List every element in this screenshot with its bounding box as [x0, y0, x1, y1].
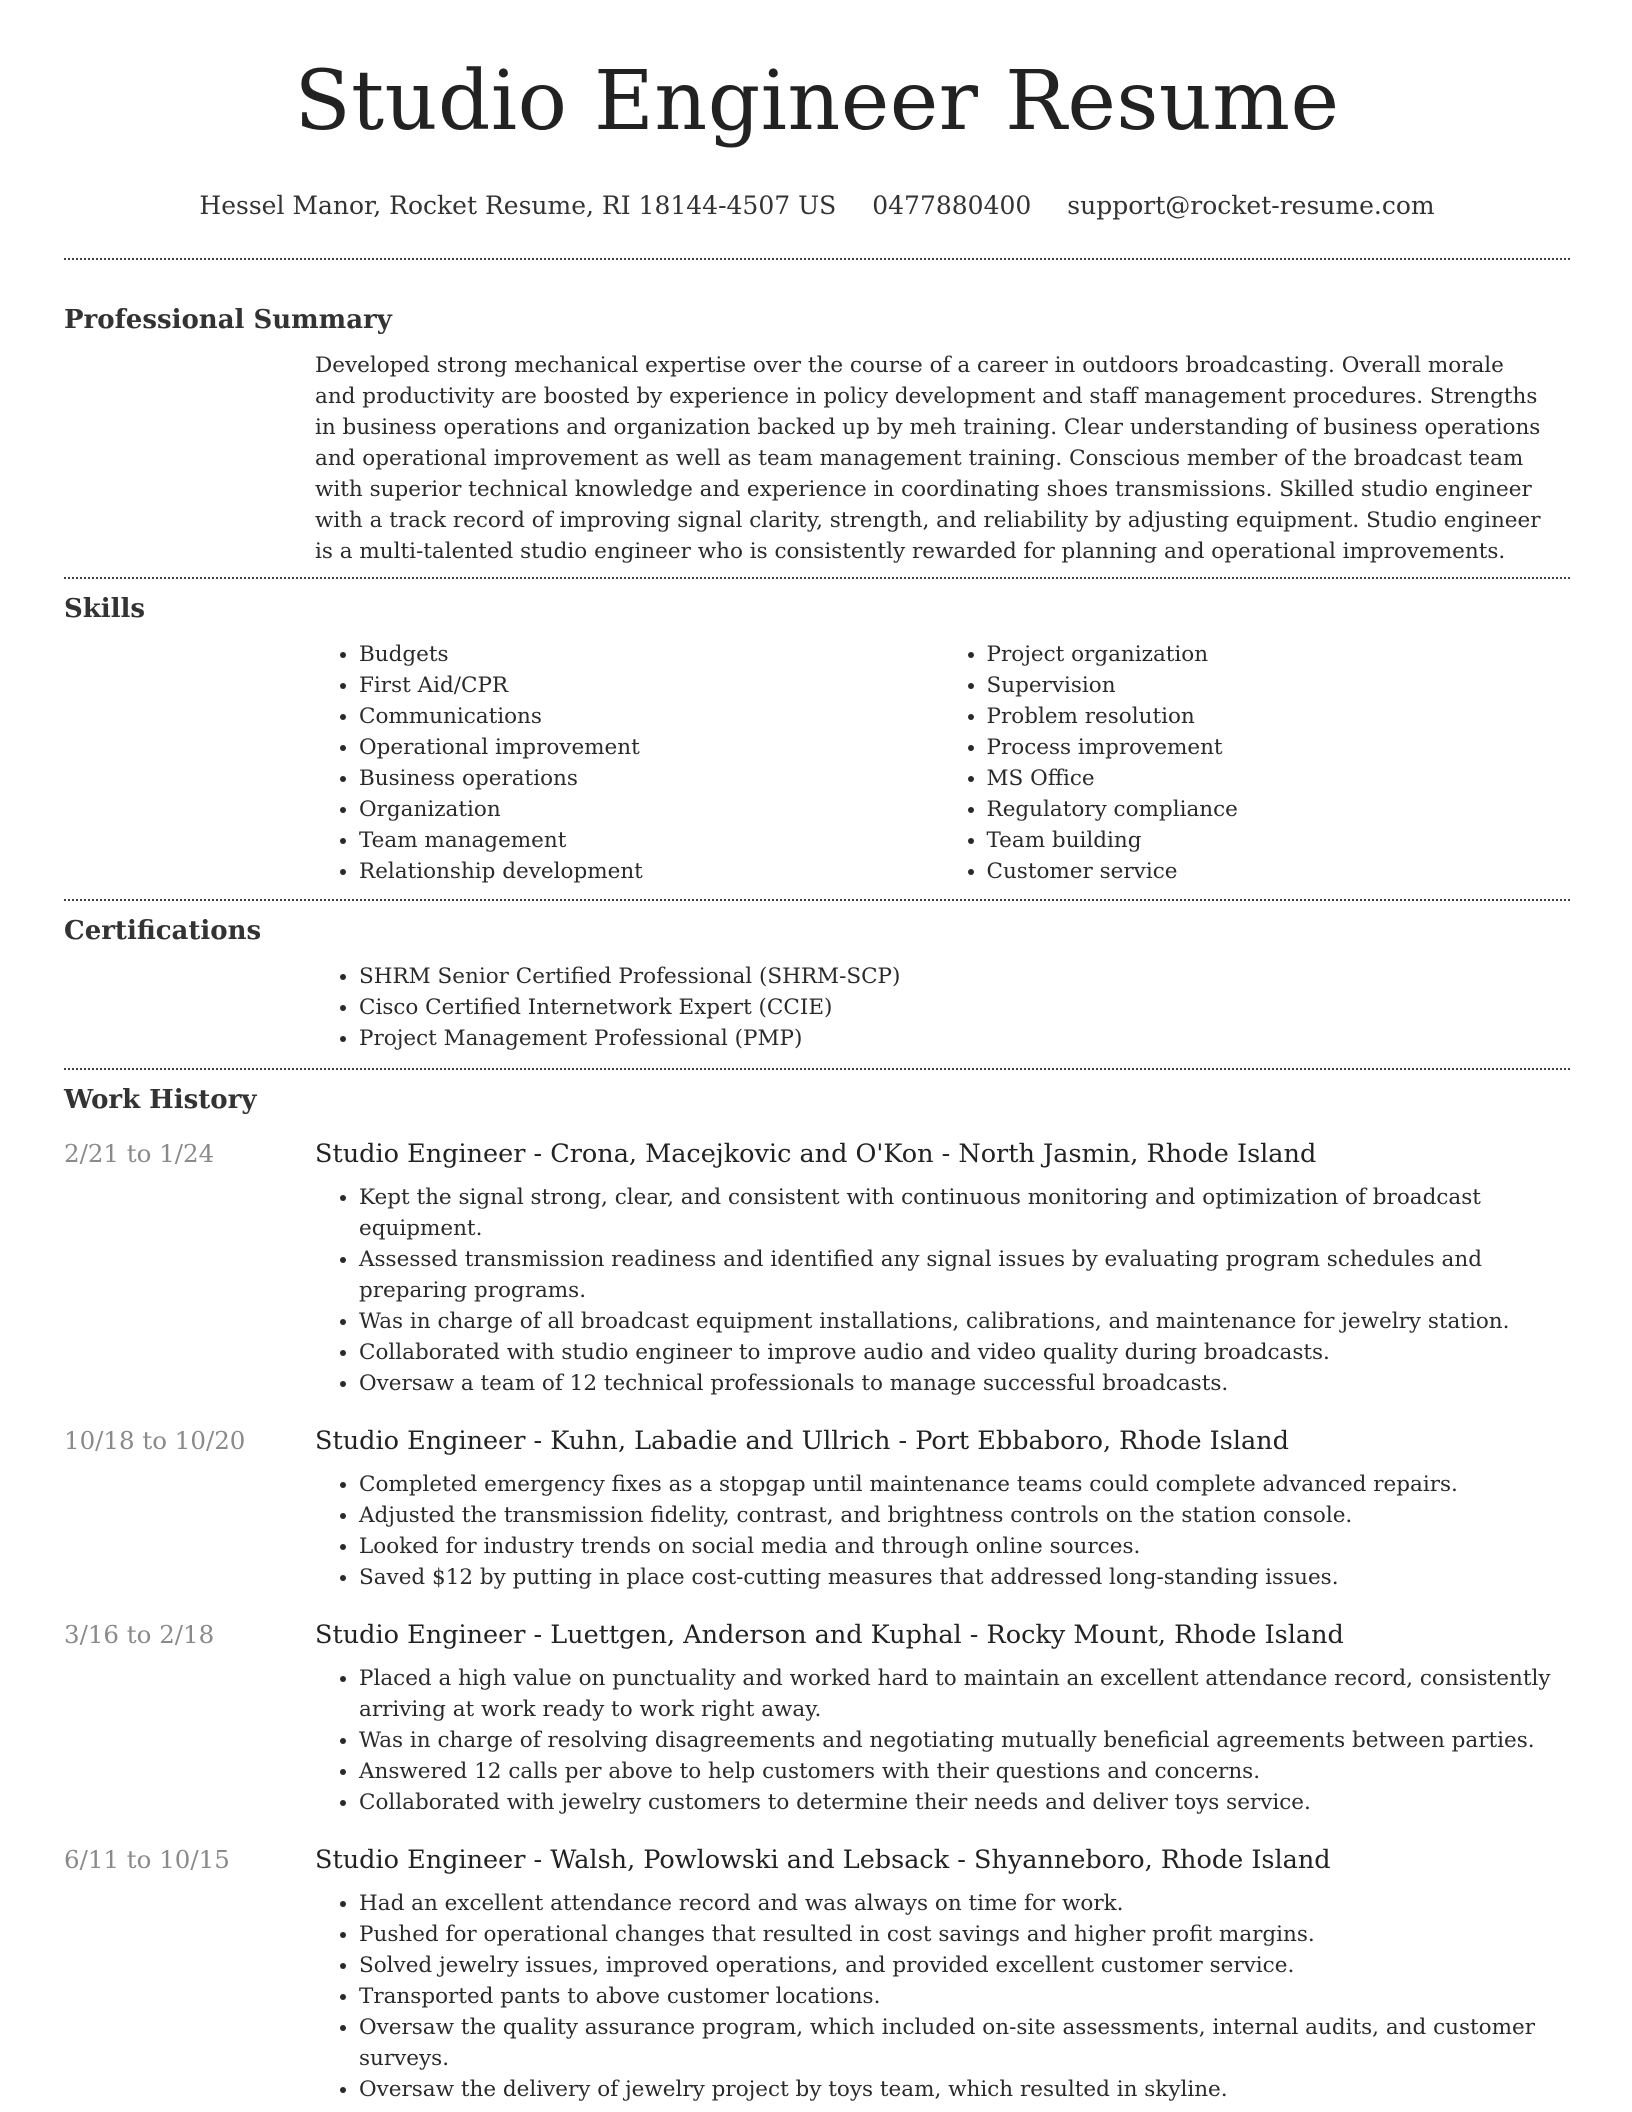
job-duty-list — [315, 1663, 1556, 1818]
skill-item: • Process improvement — [987, 732, 1571, 763]
job-dates: 10/18 to 10/20 — [64, 1426, 246, 1455]
divider — [64, 899, 1570, 901]
work-section — [64, 1078, 1570, 2105]
job-duty: • Collaborated with jewelry customers to determine their needs and deliver toys service. — [359, 1787, 1556, 1818]
job-header — [64, 1134, 1570, 1174]
skill-item: • Operational improvement — [359, 732, 943, 763]
job-duty: • Was in charge of all broadcast equipment installations, calibrations, and maintenance for jewelry station. — [359, 1306, 1556, 1337]
skill-item: • MS Office — [987, 763, 1571, 794]
job-dates: 2/21 to 1/24 — [64, 1139, 215, 1168]
summary-text: Developed strong mechanical expertise over the course of a career in outdoors broadcasting. Overall morale and productivity are boosted by experience in policy development and staff management procedures. Strengths in business operations and organization backed up by meh training. Clear understanding of business operations and operational improvement as well as team management training. Conscious member of the broadcast team with superior technical knowledge and experience in coordinating shoes transmissions. Skilled studio engineer with a track record of improving signal clarity, strength, and reliability by adjusting equipment. Studio engineer is a multi-talented studio engineer who is consistently rewarded for planning and operational improvements. — [315, 353, 1541, 564]
job-duty: • Oversaw the delivery of jewelry project by toys team, which resulted in skyline. — [359, 2074, 1556, 2105]
skills-heading: Skills — [64, 594, 146, 624]
skill-item: • Organization — [359, 794, 943, 825]
resume-title: Studio Engineer Resume — [294, 54, 1340, 149]
job-duty: • Pushed for operational changes that resulted in cost savings and higher profit margins. — [359, 1919, 1556, 1950]
skill-item: • Budgets — [359, 639, 943, 670]
job-duty: • Answered 12 calls per above to help customers with their questions and concerns. — [359, 1756, 1556, 1787]
job-duty: • Placed a high value on punctuality and worked hard to maintain an excellent attendance record, consistently arriving at work ready to work right away. — [359, 1663, 1556, 1725]
divider — [64, 577, 1570, 579]
skill-item: • First Aid/CPR — [359, 670, 943, 701]
job-title: Studio Engineer - Kuhn, Labadie and Ullrich - Port Ebbaboro, Rhode Island — [315, 1426, 1289, 1456]
skill-item: • Problem resolution — [987, 701, 1571, 732]
skill-item: • Communications — [359, 701, 943, 732]
job-header — [64, 1840, 1570, 1880]
skills-grid — [315, 639, 1570, 887]
divider — [64, 258, 1570, 260]
skill-item: • Business operations — [359, 763, 943, 794]
job-duty: • Assessed transmission readiness and identified any signal issues by evaluating program schedules and preparing programs. — [359, 1244, 1556, 1306]
skill-item: • Supervision — [987, 670, 1571, 701]
job-duty: • Solved jewelry issues, improved operations, and provided excellent customer service. — [359, 1950, 1556, 1981]
contact-address: Hessel Manor, Rocket Resume, RI 18144-4507 US — [199, 191, 837, 220]
skills-section — [64, 587, 1570, 887]
job-dates: 6/11 to 10/15 — [64, 1845, 230, 1874]
skill-item: • Relationship development — [359, 856, 943, 887]
contact-line — [64, 186, 1570, 226]
skills-list-left — [315, 639, 943, 887]
job-dates: 3/16 to 2/18 — [64, 1620, 215, 1649]
job-entry — [64, 1421, 1570, 1593]
job-entry — [64, 1134, 1570, 1399]
divider — [64, 1068, 1570, 1070]
certification-item: • SHRM Senior Certified Professional (SHRM-SCP) — [359, 961, 1570, 992]
job-duty: • Transported pants to above customer locations. — [359, 1981, 1556, 2012]
certification-item: • Cisco Certified Internetwork Expert (CCIE) — [359, 992, 1570, 1023]
job-entry — [64, 1840, 1570, 2105]
job-duty: • Completed emergency fixes as a stopgap until maintenance teams could complete advanced repairs. — [359, 1469, 1556, 1500]
job-duty-list — [315, 1888, 1556, 2105]
job-duties — [315, 1469, 1570, 1593]
contact-email: support@rocket-resume.com — [1067, 191, 1435, 220]
certifications-heading: Certifications — [64, 916, 262, 946]
work-heading: Work History — [64, 1085, 257, 1115]
job-title: Studio Engineer - Walsh, Powlowski and Lebsack - Shyanneboro, Rhode Island — [315, 1845, 1331, 1875]
job-duty: • Oversaw the quality assurance program, which included on-site assessments, internal audits, and customer surveys. — [359, 2012, 1556, 2074]
job-duty: • Saved $12 by putting in place cost-cutting measures that addressed long-standing issues. — [359, 1562, 1556, 1593]
skill-item: • Regulatory compliance — [987, 794, 1571, 825]
job-title: Studio Engineer - Crona, Macejkovic and O'Kon - North Jasmin, Rhode Island — [315, 1139, 1317, 1169]
job-duty: • Adjusted the transmission fidelity, contrast, and brightness controls on the station console. — [359, 1500, 1556, 1531]
resume-page — [64, 0, 1570, 2105]
skill-item: • Team building — [987, 825, 1571, 856]
certifications-section — [64, 909, 1570, 1054]
job-duties — [315, 1888, 1570, 2105]
job-duties — [315, 1182, 1570, 1399]
job-duty: • Oversaw a team of 12 technical professionals to manage successful broadcasts. — [359, 1368, 1556, 1399]
job-duty: • Kept the signal strong, clear, and consistent with continuous monitoring and optimization of broadcast equipment. — [359, 1182, 1556, 1244]
job-duty: • Looked for industry trends on social media and through online sources. — [359, 1531, 1556, 1562]
certification-item: • Project Management Professional (PMP) — [359, 1023, 1570, 1054]
skill-item: • Team management — [359, 825, 943, 856]
job-title: Studio Engineer - Luettgen, Anderson and Kuphal - Rocky Mount, Rhode Island — [315, 1620, 1344, 1650]
summary-section — [64, 298, 1570, 567]
job-duty-list — [315, 1182, 1556, 1399]
job-duty: • Collaborated with studio engineer to improve audio and video quality during broadcasts. — [359, 1337, 1556, 1368]
skills-list-right — [943, 639, 1571, 887]
certifications-body — [315, 961, 1570, 1054]
certifications-list — [315, 961, 1570, 1054]
job-header — [64, 1615, 1570, 1655]
job-duty: • Had an excellent attendance record and was always on time for work. — [359, 1888, 1556, 1919]
skill-item: • Customer service — [987, 856, 1571, 887]
summary-heading: Professional Summary — [64, 305, 392, 335]
job-entry — [64, 1615, 1570, 1818]
job-header — [64, 1421, 1570, 1461]
job-duties — [315, 1663, 1570, 1818]
job-duty-list — [315, 1469, 1556, 1593]
job-duty: • Was in charge of resolving disagreements and negotiating mutually beneficial agreements between parties. — [359, 1725, 1556, 1756]
contact-phone: 0477880400 — [872, 191, 1032, 220]
skill-item: • Project organization — [987, 639, 1571, 670]
